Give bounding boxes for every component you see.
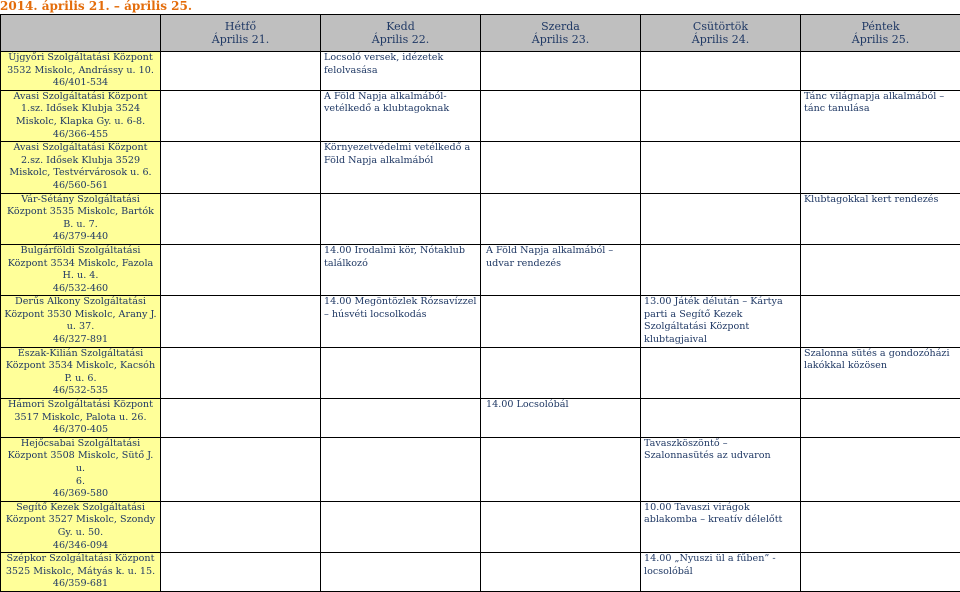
venue-line: 3532 Miskolc, Andrássy u. 10.: [4, 65, 157, 78]
venue-phone: 46/532-460: [4, 283, 157, 296]
event-cell: [321, 399, 481, 438]
schedule-row: [1, 501, 960, 552]
venue-line: Derűs Alkony Szolgáltatási: [4, 296, 157, 309]
event-text: A Föld Napja alkalmából- vetélkedő a klubtagoknak: [324, 91, 449, 115]
venue-cell: [1, 399, 161, 438]
event-cell: [161, 399, 321, 438]
venue-phone: 46/366-455: [4, 129, 157, 142]
event-cell: [801, 52, 960, 91]
event-cell: [641, 553, 801, 592]
event-cell: [321, 193, 481, 244]
event-cell: [481, 142, 641, 193]
event-text: 14.00 Irodalmi kör, Nótaklub találkozó: [324, 245, 465, 269]
day-header-monday: Hétfő Április 21.: [161, 15, 321, 52]
event-text: Locsoló versek, idézetek felolvasása: [324, 52, 443, 76]
venue-line: Központ 3530 Miskolc, Arany J.: [4, 309, 157, 322]
venue-line: B. u. 7.: [4, 219, 157, 232]
event-cell: [481, 193, 641, 244]
event-cell: [801, 399, 960, 438]
venue-cell: [1, 553, 161, 592]
venue-line: Újgyőri Szolgáltatási Központ: [4, 52, 157, 65]
event-cell: [481, 501, 641, 552]
venue-line: Avasi Szolgáltatási Központ: [4, 91, 157, 104]
schedule-row: [1, 296, 960, 347]
schedule-row: [1, 437, 960, 501]
venue-phone: 46/560-561: [4, 180, 157, 193]
event-text: Tavaszköszöntő – Szalonnasütés az udvaron: [644, 438, 771, 462]
event-cell: [801, 193, 960, 244]
venue-line: u. 37.: [4, 321, 157, 334]
event-text: Környezetvédelmi vetélkedő a Föld Napja alkalmából: [324, 142, 470, 166]
event-cell: [801, 244, 960, 295]
event-cell: [161, 501, 321, 552]
venue-line: 6.: [4, 476, 157, 489]
event-cell: [481, 437, 641, 501]
venue-cell: [1, 244, 161, 295]
event-cell: [321, 90, 481, 141]
event-cell: [801, 90, 960, 141]
schedule-row: [1, 399, 960, 438]
date-range-title: 2014. április 21. – április 25.: [0, 0, 192, 12]
venue-line: Központ 3534 Miskolc, Kacsóh: [4, 360, 157, 373]
schedule-row: [1, 244, 960, 295]
venue-line: Vár-Sétány Szolgáltatási: [4, 194, 157, 207]
event-cell: [641, 142, 801, 193]
venue-phone: 46/369-580: [4, 488, 157, 501]
event-cell: [481, 553, 641, 592]
venue-phone: 46/379-440: [4, 231, 157, 244]
event-cell: [321, 244, 481, 295]
venue-line: 1.sz. Idősek Klubja 3524: [4, 103, 157, 116]
event-text: Szalonna sütés a gondozóházi lakókkal közösen: [804, 348, 950, 372]
schedule-row: [1, 193, 960, 244]
venue-phone: 46/532-535: [4, 385, 157, 398]
venue-line: Központ 3508 Miskolc, Sütő J. u.: [4, 450, 157, 475]
event-cell: [641, 347, 801, 398]
header-row: [1, 15, 960, 52]
venue-line: Szépkor Szolgáltatási Központ: [4, 553, 157, 566]
venue-cell: [1, 193, 161, 244]
event-cell: [161, 437, 321, 501]
event-cell: [161, 244, 321, 295]
event-cell: [801, 142, 960, 193]
event-cell: [801, 437, 960, 501]
venue-line: Központ 3527 Miskolc, Szondy: [4, 514, 157, 527]
venue-cell: [1, 347, 161, 398]
venue-line: H. u. 4.: [4, 270, 157, 283]
event-text: 10.00 Tavaszi virágok ablakomba – kreatív délelőtt: [644, 502, 782, 526]
event-cell: [161, 142, 321, 193]
venue-phone: 46/370-405: [4, 424, 157, 437]
event-cell: [801, 296, 960, 347]
day-header-tuesday: Kedd Április 22.: [321, 15, 481, 52]
weekly-schedule-table: [0, 14, 960, 592]
event-text: A Föld Napja alkalmából – udvar rendezés: [486, 245, 613, 269]
venue-line: 3525 Miskolc, Mátyás k. u. 15.: [4, 566, 157, 579]
event-cell: [641, 193, 801, 244]
venue-line: Segítő Kezek Szolgáltatási: [4, 502, 157, 515]
day-header-thursday: Csütörtök Április 24.: [641, 15, 801, 52]
venue-phone: 46/359-681: [4, 578, 157, 591]
event-text: 13.00 Játék délután – Kártya parti a Segítő Kezek Szolgáltatási Központ klubtagjaival: [644, 296, 783, 345]
venue-line: Miskolc, Klapka Gy. u. 6-8.: [4, 116, 157, 129]
event-cell: [161, 193, 321, 244]
event-cell: [161, 90, 321, 141]
corner-cell: [1, 15, 161, 52]
schedule-row: [1, 142, 960, 193]
event-cell: [321, 347, 481, 398]
event-cell: [161, 296, 321, 347]
event-cell: [801, 553, 960, 592]
venue-line: Észak-Kilián Szolgáltatási: [4, 348, 157, 361]
schedule-row: [1, 553, 960, 592]
event-cell: [321, 437, 481, 501]
event-cell: [321, 296, 481, 347]
venue-line: Miskolc, Testvérvárosok u. 6.: [4, 167, 157, 180]
venue-cell: [1, 142, 161, 193]
event-cell: [641, 399, 801, 438]
event-text: 14.00 „Nyuszi ül a fűben” - locsolóbál: [644, 553, 776, 577]
event-cell: [481, 347, 641, 398]
venue-cell: [1, 437, 161, 501]
event-text: Klubtagokkal kert rendezés: [804, 194, 938, 205]
event-cell: [801, 501, 960, 552]
event-cell: [161, 553, 321, 592]
venue-line: Központ 3535 Miskolc, Bartók: [4, 206, 157, 219]
event-cell: [161, 347, 321, 398]
day-header-friday: Péntek Április 25.: [801, 15, 960, 52]
day-header-wednesday: Szerda Április 23.: [481, 15, 641, 52]
venue-line: Avasi Szolgáltatási Központ: [4, 142, 157, 155]
event-cell: [641, 52, 801, 91]
event-cell: [481, 52, 641, 91]
venue-line: Gy. u. 50.: [4, 527, 157, 540]
event-cell: [481, 244, 641, 295]
venue-phone: 46/346-094: [4, 540, 157, 553]
venue-line: Központ 3534 Miskolc, Fazola: [4, 258, 157, 271]
event-text: Tánc világnapja alkalmából – tánc tanulása: [804, 91, 944, 115]
venue-cell: [1, 52, 161, 91]
event-cell: [321, 52, 481, 91]
venue-line: Hámori Szolgáltatási Központ: [4, 399, 157, 412]
event-cell: [481, 296, 641, 347]
event-cell: [481, 399, 641, 438]
event-cell: [641, 501, 801, 552]
venue-cell: [1, 501, 161, 552]
event-cell: [801, 347, 960, 398]
schedule-row: [1, 347, 960, 398]
event-cell: [641, 244, 801, 295]
event-text: 14.00 Megöntözlek Rózsavízzel – húsvéti locsolkodás: [324, 296, 476, 320]
venue-phone: 46/401-534: [4, 77, 157, 90]
event-text: 14.00 Locsolóbál: [486, 399, 569, 410]
venue-phone: 46/327-891: [4, 334, 157, 347]
event-cell: [641, 437, 801, 501]
event-cell: [321, 553, 481, 592]
venue-line: 2.sz. Idősek Klubja 3529: [4, 155, 157, 168]
venue-line: 3517 Miskolc, Palota u. 26.: [4, 412, 157, 425]
event-cell: [161, 52, 321, 91]
venue-cell: [1, 296, 161, 347]
venue-cell: [1, 90, 161, 141]
event-cell: [481, 90, 641, 141]
event-cell: [641, 296, 801, 347]
venue-line: Hejőcsabai Szolgáltatási: [4, 438, 157, 451]
venue-line: Bulgárföldi Szolgáltatási: [4, 245, 157, 258]
schedule-row: [1, 90, 960, 141]
event-cell: [321, 142, 481, 193]
event-cell: [641, 90, 801, 141]
event-cell: [321, 501, 481, 552]
schedule-row: [1, 52, 960, 91]
venue-line: P. u. 6.: [4, 373, 157, 386]
